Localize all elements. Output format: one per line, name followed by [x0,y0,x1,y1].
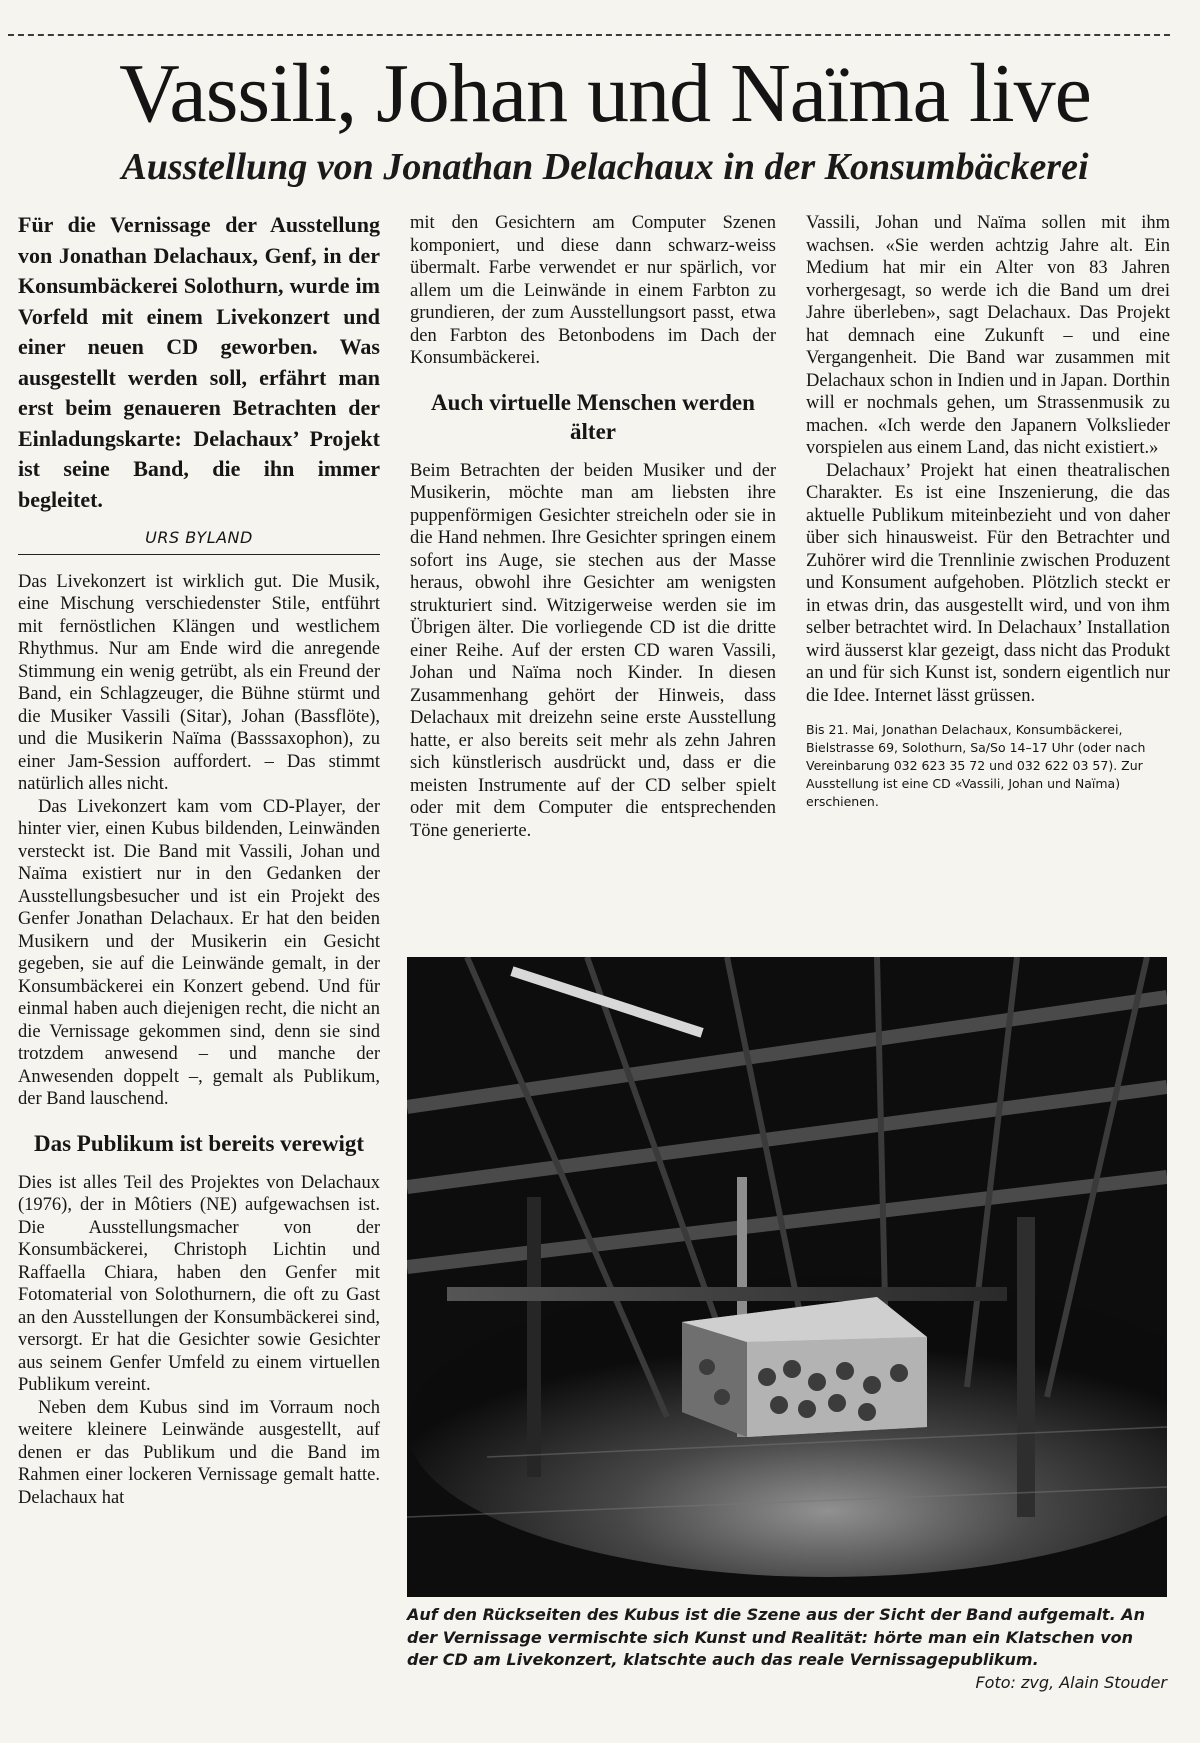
lead-paragraph: Für die Vernissage der Ausstellung von Jonathan Delachaux, Genf, in der Konsumbäckerei Solothurn, wurde im Vorfeld mit einem Livekonzert und einer neuen CD geworben. Was ausgestellt werden soll, erfährt man erst beim genaueren Betrachten der Einladungskarte: Delachaux’ Projekt ist seine Band, die ihn immer begleitet. [18,212,380,512]
exhibition-info: Bis 21. Mai, Jonathan Delachaux, Konsumbäckerei, Bielstrasse 69, Solothurn, Sa/So 14–17 Uhr (oder nach Vereinbarung 032 623 35 72 und 032 622 03 57). Zur Ausstellung ist eine CD «Vassili, Johan und Naïma) erschienen. [806,722,1146,809]
photo-caption [407,1604,1167,1694]
photo-credit: Foto: zvg, Alain Stouder [975,1672,1167,1692]
paragraph: Delachaux’ Projekt hat einen theatralischen Charakter. Es ist eine Inszenierung, die das aktuelle Publikum miteinbezieht und von daher über sich hinausweist. Für den Betrachter und Zuhörer wird die Trennlinie zwischen Produzent und Konsument aufgehoben. Plötzlich steckt er in etwas drin, das ausgestellt wird, und von ihm selber betrachtet wird. In Delachaux’ Installation wird äusserst klar gezeigt, dass nicht das Produkt an und für sich Kunst ist, sondern eigentlich nur die Idee. Internet lässt grüssen. [806,460,1170,706]
paragraph: Beim Betrachten der beiden Musiker und der Musikerin, möchte man am liebsten ihre puppenförmigen Gesichter streicheln oder sie in die Hand nehmen. Ihre Gesichter springen einem sofort ins Auge, sie stechen aus der Masse heraus, obwohl ihre Gesichter am wenigsten strukturiert sind. Witzigerweise werden sie im Übrigen älter. Die vorliegende CD ist die dritte einer Reihe. Auf der ersten CD waren Vassili, Johan und Naïma noch Kinder. In diesen Zusammenhang gehört der Hinweis, dass Delachaux mit dreizehn seine erste Ausstellung hatte, er also bereits seit mehr als zehn Jahren sich künstlerisch ausdrückt und, dass er die meisten Instrumente auf der CD selber spielt oder mit dem Computer die entsprechenden Töne generierte. [410,460,776,841]
paragraph: Neben dem Kubus sind im Vorraum noch weitere kleinere Leinwände ausgestellt, auf denen er das Publikum und die Band im Rahmen einer lockeren Vernissage gemalt hatte. Delachaux hat [18,1397,380,1508]
column-3 [806,212,1170,811]
paragraph: mit den Gesichtern am Computer Szenen komponiert, und diese dann schwarz-weiss übermalt. Farbe verwendet er nur spärlich, vor allem um die Leinwände in einem Farbton zu grundieren, der zum Ausstellungsort passt, etwa den Farbton des Betonbodens im Dach der Konsumbäckerei. [410,213,776,368]
paragraph: Das Livekonzert kam vom CD-Player, der hinter vier, einen Kubus bildenden, Leinwänden versteckt ist. Die Band mit Vassili, Johan und Naïma existiert nur in den Gedanken der Ausstellungsbesucher und ist ein Projekt des Genfer Jonathan Delachaux. Er hat den beiden Musikern und der Musikerin ein Gesicht gegeben, sie auf die Leinwände gemalt, in der Konsumbäckerei ein Konzert gebend. Und für einmal haben auch diejenigen recht, die nicht an die Vernissage gekommen sind, denn sie sind trotzdem anwesend – und manche der Anwesenden doppelt –, gemalt als Publikum, der Band lauschend. [18,796,380,1109]
subheadline: Ausstellung von Jonathan Delachaux in der Konsumbäckerei [121,146,1089,188]
exhibition-photo [407,957,1167,1597]
byline: URS BYLAND [18,527,380,555]
caption-text: Auf den Rückseiten des Kubus ist die Szene aus der Sicht der Band aufgemalt. An der Vernissage vermischte sich Kunst und Realität: hörte man ein Klatschen von der CD am Livekonzert, klatschte auch das reale Vernissagepublikum. [407,1605,1145,1669]
paragraph: Dies ist alles Teil des Projektes von Delachaux (1976), der in Môtiers (NE) aufgewachsen ist. Die Ausstellungsmacher von der Konsumbäckerei, Christoph Lichtin und Raffaella Chiara, haben den Genfer mit Fotomaterial von Solothurnern, die oft zu Gast an den Ausstellungen der Konsumbäckerei sind, versorgt. Er hat die Gesichter sowie Gesichter aus seinem Genfer Umfeld zu einem virtuellen Publikum vereint. [18,1172,380,1395]
headline: Vassili, Johan und Naïma live [119,47,1091,140]
section-subtitle: Das Publikum ist bereits verewigt [33,1130,365,1156]
paragraph: Vassili, Johan und Naïma sollen mit ihm wachsen. «Sie werden achtzig Jahre alt. Ein Medium hat mir ein Alter von 83 Jahren vorhergesagt, so werde ich die Band um drei Jahre überleben», sagt Delachaux. Das Projekt hat demnach eine Zukunft – und eine Vergangenheit. Die Band war zusammen mit Delachaux schon in Indien und in Japan. Dorthin will er nochmals gehen, um Strassenmusik zu machen. «Ich werde den Japanern Volkslieder vorspielen aus einem Land, das nicht existiert.» [806,213,1170,458]
column-1 [18,210,380,1509]
section-subtitle: Auch virtuelle Menschen werden älter [431,389,755,444]
top-dashed-rule [8,34,1170,36]
paragraph: Das Livekonzert ist wirklich gut. Die Musik, eine Mischung verschiedenster Stile, entführt mit fernöstlichen Klängen und westlichem Rhythmus. Nur am Ende wird die anregende Stimmung ein wenig getrübt, als ein Freund der Band, ein Schlagzeuger, die Bühne stürmt und die Musiker Vassili (Sitar), Johan (Bassflöte), und die Musikerin Naïma (Basssaxophon), zu einer Jam-Session auffordert. – Das stimmt natürlich alles nicht. [18,571,380,794]
attic-installation-illustration [407,957,1167,1597]
column-2 [410,212,776,842]
